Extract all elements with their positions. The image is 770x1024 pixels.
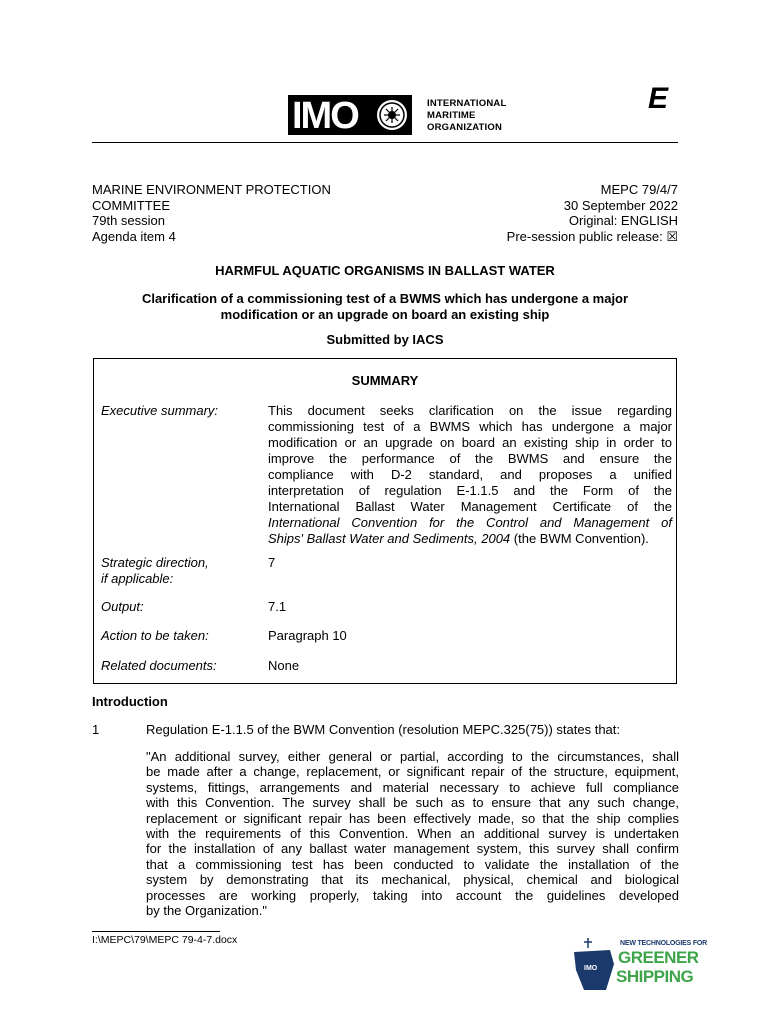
paragraph-text: Regulation E-1.1.5 of the BWM Convention (resolution MEPC.325(75)) states that: [146,722,621,737]
committee-info: MARINE ENVIRONMENT PROTECTION COMMITTEE 79th session Agenda item 4 [92,182,331,244]
exec-summary-label: Executive summary: [101,403,219,418]
strategic-direction-label: Strategic direction, if applicable: [101,555,209,586]
badge-line-3: SHIPPING [616,967,694,986]
organization-name: INTERNATIONAL MARITIME ORGANIZATION [427,98,507,133]
submitted-by: Submitted by IACS [326,332,444,347]
doc-release: Pre-session public release: ☒ [506,228,678,244]
action-label: Action to be taken: [101,628,209,643]
output-value: 7.1 [268,599,287,614]
regulation-quote: "An additional survey, either general or partial, according to the circumstances, shall be made after a change, replacement, or significant repair of the structure, equipment, systems, fittings, arrangements and material necessary to achieve full compliance with this Convention. The survey shall be such as to ensure that any such change, replacement or significant repair has been effectively made, so that the ship complies with the requirements of this Convention. When an additional survey is undertaken for the installation of any ballast water management system, this survey shall confirm that a commissioning test has been conducted to validate the installation of the system by demonstrating that its mechanical, physical, chemical and biological processes are working properly, taking into account the guidelines developed by the Organization." [146,749,679,919]
file-path: I:\MEPC\79\MEPC 79-4-7.docx [92,934,238,946]
related-docs-value: None [268,658,300,673]
paragraph-number: 1 [92,722,100,737]
output-label: Output: [101,599,144,614]
badge-line-1: NEW TECHNOLOGIES FOR [620,940,708,947]
footer-divider [92,931,220,932]
badge-mark: IMO [584,965,598,972]
summary-box [93,358,677,684]
logo-letters: IMO [292,95,358,135]
doc-original: Original: ENGLISH [568,213,678,228]
exec-summary-text: This document seeks clarification on the issue regarding commissioning test of a BWMS which has undergone a major modification or an upgrade on board an existing ship in order to improve the performance of the BWMS and ensure the compliance with D-2 standard, and proposes a unified interpretation of regulation E-1.1.5 and the Form of the International Ballast Water Management Certificate of the International Convention for the Control and Management of Ships' Ballast Water and Sediments, 2004 (the BWM Convention). [268,403,672,546]
doc-date: 30 September 2022 [563,197,678,213]
document-reference [507,182,678,244]
document-subtitle: Clarification of a commissioning test of a BWMS which has undergone a major modification or an upgrade on board an existing ship [141,291,629,322]
agenda-title: HARMFUL AQUATIC ORGANISMS IN BALLAST WATER [215,263,555,278]
header-divider [92,142,678,143]
introduction-heading: Introduction [92,694,168,709]
summary-heading: SUMMARY [351,373,419,388]
imo-logo [288,95,412,135]
action-value: Paragraph 10 [268,628,347,643]
badge-line-2: GREENER [618,948,699,967]
strategic-direction-value: 7 [268,555,276,570]
related-docs-label: Related documents: [101,658,217,673]
doc-ref: MEPC 79/4/7 [600,182,678,197]
language-code: E [648,82,669,115]
